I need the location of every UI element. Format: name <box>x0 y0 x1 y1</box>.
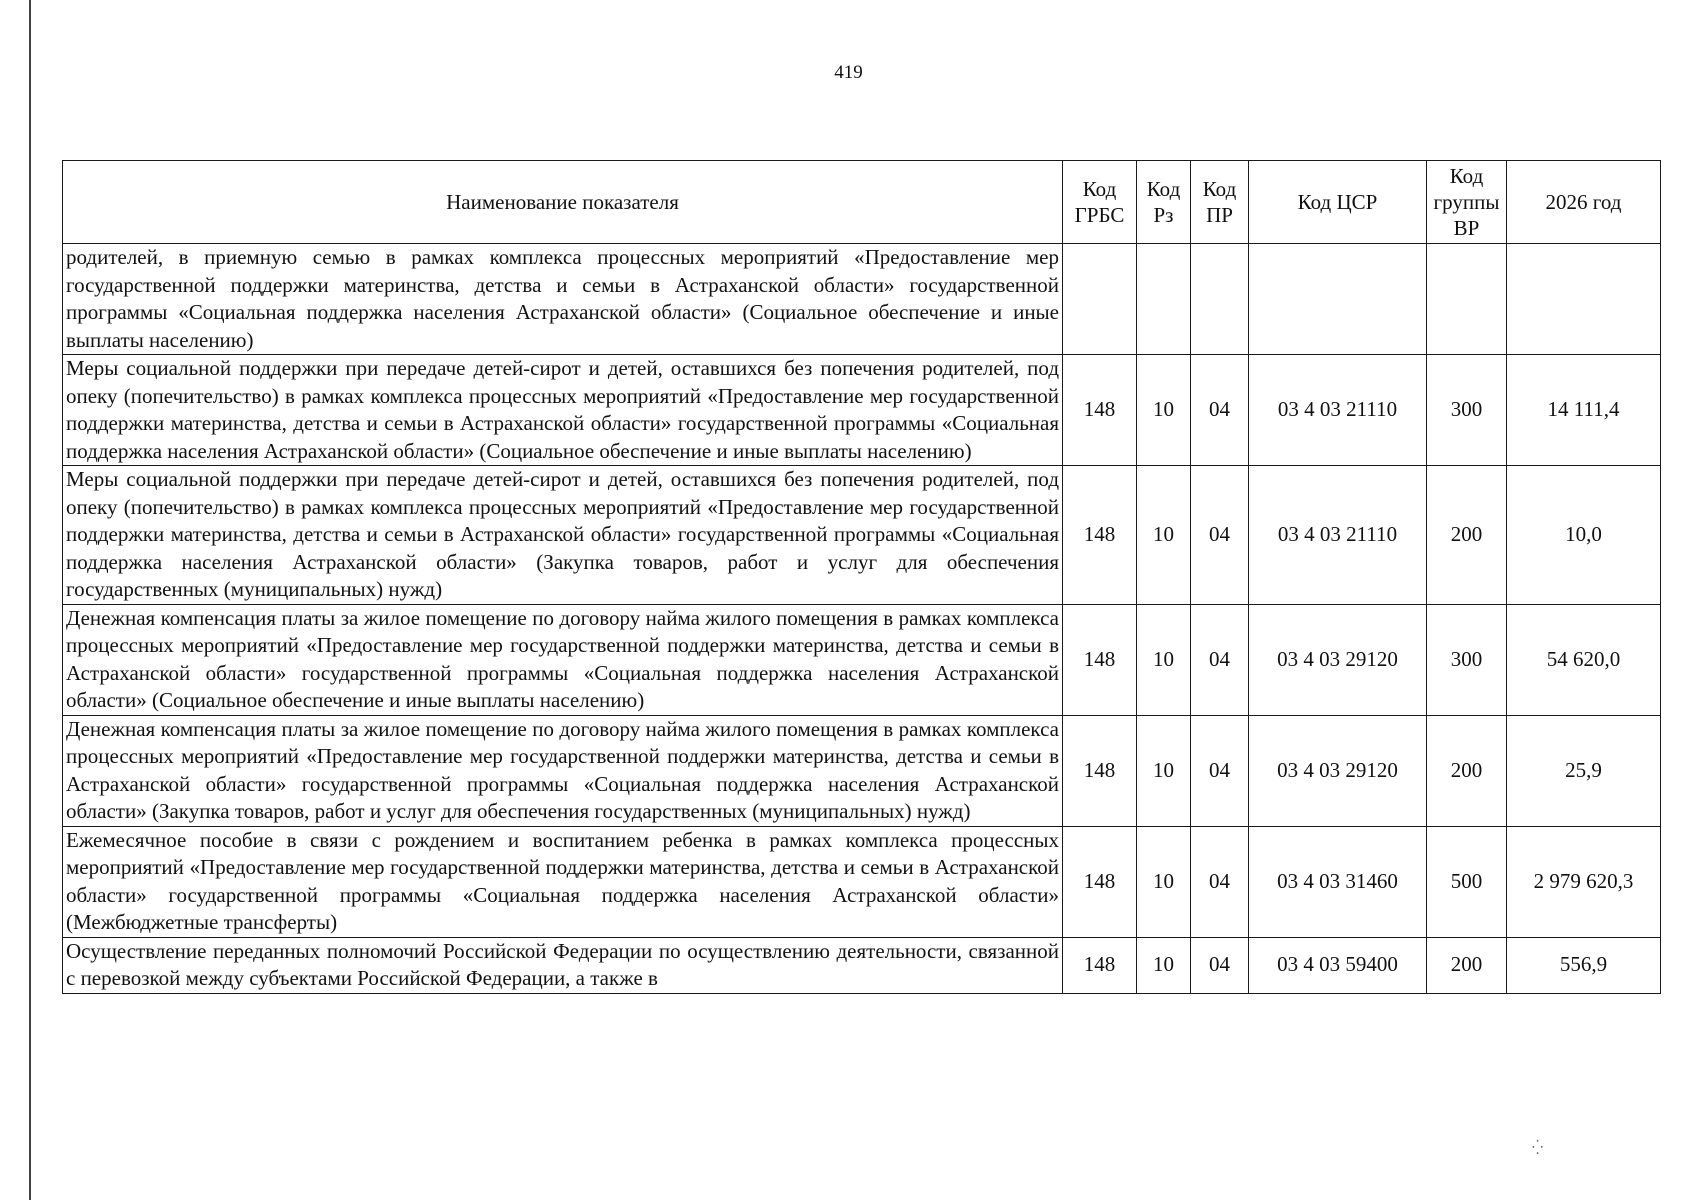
row-amount: 2 979 620,3 <box>1507 826 1661 937</box>
row-csr: 03 4 03 59400 <box>1249 937 1427 993</box>
row-grbs: 148 <box>1063 604 1137 715</box>
table-header-row <box>63 161 1661 244</box>
header-pr: Код ПР <box>1191 161 1249 244</box>
scan-speck: ⁛ <box>1532 1141 1544 1156</box>
page-number: 419 <box>834 62 863 83</box>
header-rz: Код Рз <box>1137 161 1191 244</box>
row-csr: 03 4 03 29120 <box>1249 715 1427 826</box>
row-grbs: 148 <box>1063 826 1137 937</box>
row-grbs: 148 <box>1063 355 1137 466</box>
row-rz: 10 <box>1137 826 1191 937</box>
row-pr: 04 <box>1191 604 1249 715</box>
row-csr: 03 4 03 31460 <box>1249 826 1427 937</box>
row-pr: 04 <box>1191 826 1249 937</box>
row-vr: 200 <box>1427 715 1507 826</box>
row-rz: 10 <box>1137 604 1191 715</box>
row-pr: 04 <box>1191 466 1249 605</box>
row-name: родителей, в приемную семью в рамках комплекса процессных мероприятий «Предоставление мер государственной поддержки материнства, детства и семьи в Астраханской области» государственной программы «Социальная поддержка населения Астраханской области» (Социальное обеспечение и иные выплаты населению) <box>63 244 1063 355</box>
row-amount: 25,9 <box>1507 715 1661 826</box>
table-row <box>63 604 1661 715</box>
row-vr: 300 <box>1427 604 1507 715</box>
header-csr: Код ЦСР <box>1249 161 1427 244</box>
row-amount: 54 620,0 <box>1507 604 1661 715</box>
row-name: Меры социальной поддержки при передаче детей-сирот и детей, оставшихся без попечения родителей, под опеку (попечительство) в рамках комплекса процессных мероприятий «Предоставление мер государственной поддержки материнства, детства и семьи в Астраханской области» государственной программы «Социальная поддержка населения Астраханской области» (Социальное обеспечение и иные выплаты населению) <box>63 355 1063 466</box>
row-amount <box>1507 244 1661 355</box>
header-year: 2026 год <box>1507 161 1661 244</box>
row-name: Денежная компенсация платы за жилое помещение по договору найма жилого помещения в рамках комплекса процессных мероприятий «Предоставление мер государственной поддержки материнства, детства и семьи в Астраханской области» государственной программы «Социальная поддержка населения Астраханской области» (Социальное обеспечение и иные выплаты населению) <box>63 604 1063 715</box>
row-grbs: 148 <box>1063 937 1137 993</box>
budget-table <box>62 160 1661 994</box>
row-amount: 556,9 <box>1507 937 1661 993</box>
row-grbs: 148 <box>1063 466 1137 605</box>
row-vr: 500 <box>1427 826 1507 937</box>
table-row <box>63 355 1661 466</box>
row-grbs: 148 <box>1063 715 1137 826</box>
row-amount: 10,0 <box>1507 466 1661 605</box>
row-pr: 04 <box>1191 715 1249 826</box>
header-vr: Код группы ВР <box>1427 161 1507 244</box>
table-row <box>63 826 1661 937</box>
table-row <box>63 466 1661 605</box>
row-csr: 03 4 03 21110 <box>1249 355 1427 466</box>
header-grbs: Код ГРБС <box>1063 161 1137 244</box>
row-name: Меры социальной поддержки при передаче детей-сирот и детей, оставшихся без попечения родителей, под опеку (попечительство) в рамках комплекса процессных мероприятий «Предоставление мер государственной поддержки материнства, детства и семьи в Астраханской области» государственной программы «Социальная поддержка населения Астраханской области» (Закупка товаров, работ и услуг для обеспечения государственных (муниципальных) нужд) <box>63 466 1063 605</box>
table-row <box>63 937 1661 993</box>
row-vr: 200 <box>1427 937 1507 993</box>
row-name: Осуществление переданных полномочий Российской Федерации по осуществлению деятельности, связанной с перевозкой между субъектами Российской Федерации, а также в <box>63 937 1063 993</box>
row-csr <box>1249 244 1427 355</box>
row-name: Денежная компенсация платы за жилое помещение по договору найма жилого помещения в рамках комплекса процессных мероприятий «Предоставление мер государственной поддержки материнства, детства и семьи в Астраханской области» государственной программы «Социальная поддержка населения Астраханской области» (Закупка товаров, работ и услуг для обеспечения государственных (муниципальных) нужд) <box>63 715 1063 826</box>
row-csr: 03 4 03 21110 <box>1249 466 1427 605</box>
table-row <box>63 715 1661 826</box>
row-rz: 10 <box>1137 355 1191 466</box>
row-pr: 04 <box>1191 355 1249 466</box>
row-rz: 10 <box>1137 466 1191 605</box>
row-pr <box>1191 244 1249 355</box>
row-vr: 200 <box>1427 466 1507 605</box>
row-rz: 10 <box>1137 937 1191 993</box>
row-rz <box>1137 244 1191 355</box>
row-rz: 10 <box>1137 715 1191 826</box>
row-grbs <box>1063 244 1137 355</box>
row-amount: 14 111,4 <box>1507 355 1661 466</box>
row-vr <box>1427 244 1507 355</box>
row-pr: 04 <box>1191 937 1249 993</box>
row-vr: 300 <box>1427 355 1507 466</box>
table-row <box>63 244 1661 355</box>
row-csr: 03 4 03 29120 <box>1249 604 1427 715</box>
scan-edge-line <box>29 0 31 1200</box>
row-name: Ежемесячное пособие в связи с рождением и воспитанием ребенка в рамках комплекса процессных мероприятий «Предоставление мер государственной поддержки материнства, детства и семьи в Астраханской области» государственной программы «Социальная поддержка населения Астраханской области» (Межбюджетные трансферты) <box>63 826 1063 937</box>
header-name: Наименование показателя <box>63 161 1063 244</box>
